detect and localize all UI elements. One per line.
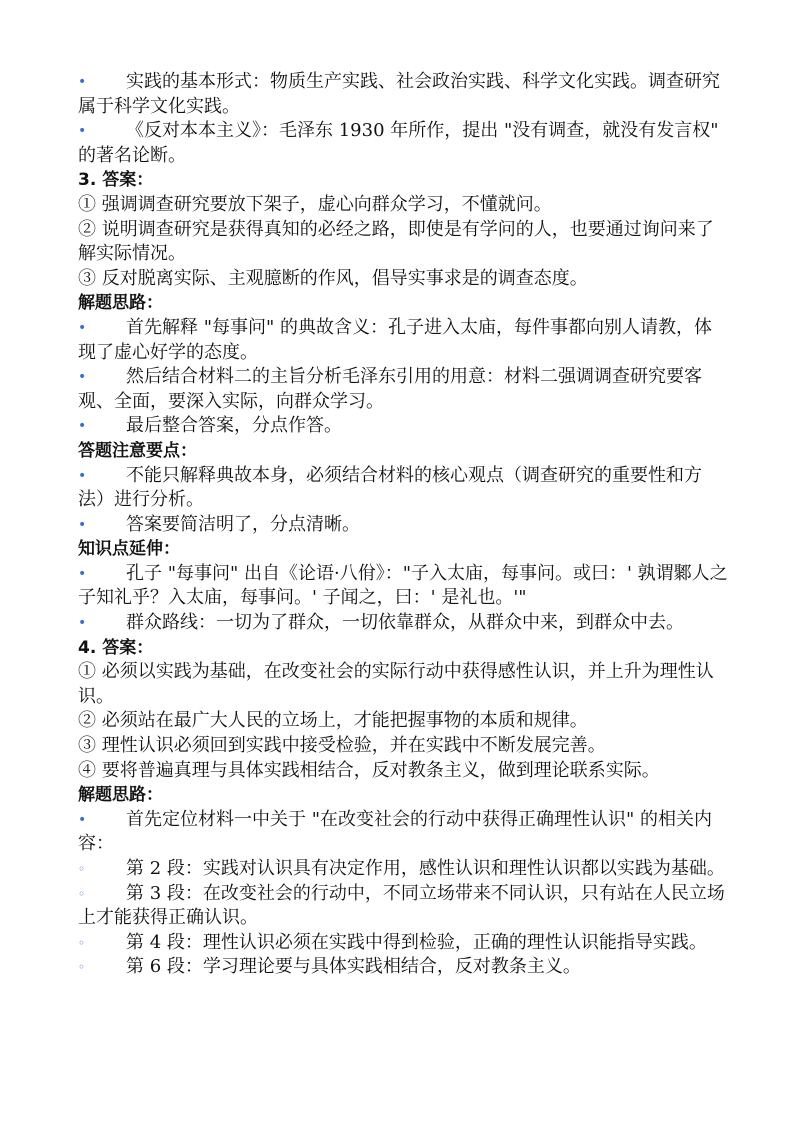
bullet-icon: •: [78, 615, 87, 632]
sub-list-item-text: 第 3 段：在改变社会的行动中，不同立场带来不同认识，只有站在人民立场上才能获得正确认识。: [78, 882, 725, 929]
list-item: [78, 365, 728, 414]
numbered-answer: [78, 709, 728, 734]
bullet-icon: •: [78, 565, 87, 582]
bullet-icon: •: [78, 418, 87, 435]
section-heading: 解题思路：: [78, 785, 163, 806]
list-item-text: 孔子 "每事问" 出自《论语·八佾》："子入太庙，每事问。或曰：' 孰谓鄹人之子知礼乎？入太庙，每事问。' 子闻之，曰：' 是礼也。'": [78, 562, 728, 609]
list-item: [78, 414, 728, 439]
list-item-text: 不能只解释典故本身，必须结合材料的核心观点（调查研究的重要性和方法）进行分析。: [78, 464, 702, 511]
list-item: [78, 611, 728, 636]
circle-bullet-icon: ◦: [78, 935, 86, 950]
list-item-text: 群众路线：一切为了群众，一切依靠群众，从群众中来，到群众中去。: [126, 612, 684, 634]
circle-bullet-icon: ◦: [78, 886, 86, 901]
numbered-answer: [78, 734, 728, 759]
list-item: [78, 464, 728, 513]
circle-bullet-icon: ◦: [78, 862, 86, 876]
answer-text: ① 必须以实践为基础，在改变社会的实际行动中获得感性认识，并上升为理性认识。: [78, 661, 714, 707]
sub-list-item: [78, 931, 728, 956]
answer-text: ③ 反对脱离实际、主观臆断的作风，倡导实事求是的调查态度。: [78, 267, 588, 289]
sub-list-item: [78, 857, 728, 882]
list-item-text: 实践的基本形式：物质生产实践、社会政治实践、科学文化实践。调查研究属于科学文化实践。: [78, 71, 720, 117]
bullet-icon: •: [78, 74, 87, 90]
numbered-answer: [78, 759, 728, 784]
sub-list-item-text: 第 6 段：学习理论要与具体实践相结合，反对教条主义。: [126, 956, 581, 978]
list-item: [78, 316, 728, 365]
list-item-text: 然后结合材料二的主旨分析毛泽东引用的用意：材料二强调调查研究要客观、全面，要深入实际，向群众学习。: [78, 366, 702, 412]
numbered-answer: [78, 193, 728, 218]
sub-list-item: [78, 882, 728, 931]
section-heading: 知识点延伸：: [78, 539, 180, 560]
numbered-answer: [78, 218, 728, 267]
bullet-icon: •: [78, 516, 87, 533]
list-item-text: 最后整合答案，分点作答。: [126, 415, 342, 437]
list-item: [78, 70, 728, 119]
list-item: [78, 562, 728, 611]
sub-list-item: [78, 955, 728, 980]
section-heading: 4. 答案：: [78, 637, 154, 658]
document-page: [78, 70, 728, 980]
answer-text: ② 说明调查研究是获得真知的必经之路，即使是有学问的人，也要通过询问来了解实际情况。: [78, 218, 714, 265]
circle-bullet-icon: ◦: [78, 960, 86, 975]
bullet-icon: •: [78, 811, 87, 828]
answer-text: ③ 理性认识必须回到实践中接受检验，并在实践中不断发展完善。: [78, 735, 606, 757]
list-item-text: 《反对本本主义》：毛泽东 1930 年所作，提出 "没有调查，就没有发言权" 的著名论断。: [78, 120, 719, 166]
section-heading: 3. 答案：: [78, 170, 154, 191]
sub-list-item-text: 第 2 段：实践对认识具有决定作用，感性认识和理性认识都以实践为基础。: [126, 858, 725, 879]
answer-text: ② 必须站在最广大人民的立场上，才能把握事物的本质和规律。: [78, 710, 588, 732]
list-item: [78, 808, 728, 857]
section-heading: 答题注意要点：: [78, 440, 197, 461]
list-item-text: 答案要简洁明了，分点清晰。: [126, 513, 360, 535]
bullet-icon: •: [78, 467, 87, 484]
answer-text: ① 强调调查研究要放下架子，虚心向群众学习，不懂就问。: [78, 193, 552, 215]
list-item: [78, 119, 728, 168]
numbered-answer: [78, 660, 728, 709]
bullet-icon: •: [78, 319, 87, 336]
sub-list-item-text: 第 4 段：理性认识必须在实践中得到检验，正确的理性认识能指导实践。: [126, 931, 707, 953]
bullet-icon: •: [78, 123, 87, 140]
list-item: [78, 513, 728, 538]
list-item-text: 首先解释 "每事问" 的典故含义：孔子进入太庙，每件事都向别人请教，体现了虚心好学的态度。: [78, 316, 712, 363]
section-heading: 解题思路：: [78, 293, 163, 314]
list-item-text: 首先定位材料一中关于 "在改变社会的行动中获得正确理性认识" 的相关内容：: [78, 808, 712, 855]
answer-text: ④ 要将普遍真理与具体实践相结合，反对教条主义，做到理论联系实际。: [78, 759, 660, 781]
numbered-answer: [78, 267, 728, 292]
bullet-icon: •: [78, 369, 87, 386]
